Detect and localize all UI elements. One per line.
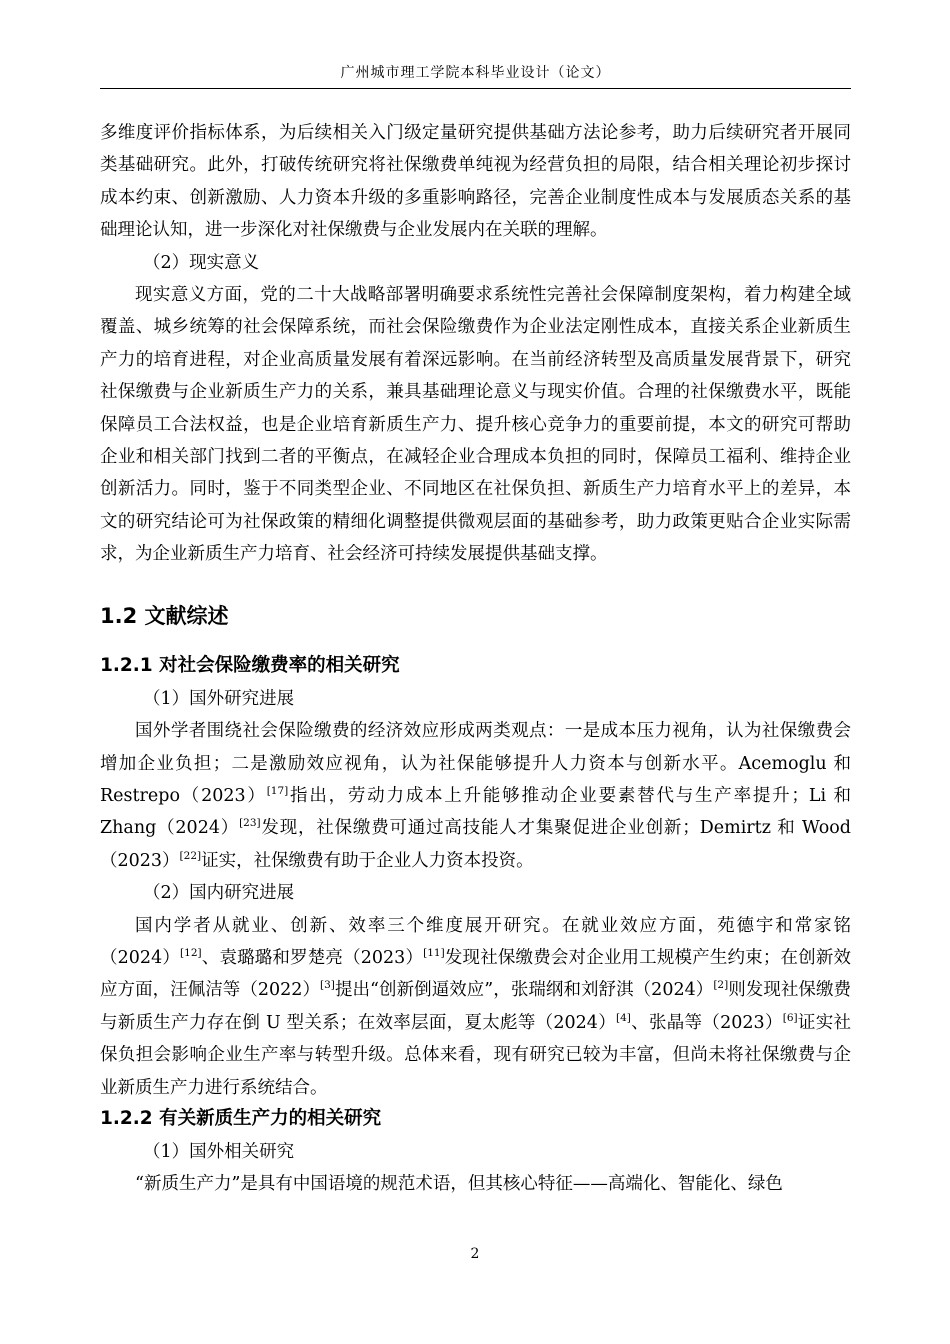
paragraph-theoretical-significance: 多维度评价指标体系，为后续相关入门级定量研究提供基础方法论参考，助力后续研究者开展同类基础研究。此外，打破传统研究将社保缴费单纯视为经营负担的局限，结合相关理论初步探讨成本约束、创新激励、人力资本升级的多重影响路径，完善企业制度性成本与发展质态关系的基础理论认知，进一步深化对社保缴费与企业发展内在关联的理解。 bbox=[100, 123, 851, 241]
text-run: 指出，劳动力成本上升能够推动企业要素替代与生产率提升；Li 和 Zhang（2024） bbox=[100, 785, 851, 839]
citation-ref: [2] bbox=[713, 979, 729, 992]
text-run: 证实，社保缴费有助于企业人力资本投资。 bbox=[201, 850, 534, 871]
text-run: 发现，社保缴费可通过高技能人才集聚促进企业创新；Demirtz 和 Wood（2023） bbox=[100, 818, 851, 871]
subheading-practical-significance: （2）现实意义 bbox=[143, 252, 260, 273]
header-rule bbox=[100, 88, 851, 89]
citation-ref: [12] bbox=[180, 947, 202, 960]
citation-ref: [17] bbox=[266, 785, 289, 798]
subheading-foreign-related-research: （1）国外相关研究 bbox=[143, 1141, 295, 1162]
text-run: 提出“创新倒逼效应”，张瑞纲和刘舒淇（2024） bbox=[334, 980, 714, 1001]
text-run: 发现社保缴费会对企业用工规模产生约束；在创新效应方面，汪佩洁等（2022） bbox=[100, 947, 852, 1001]
citation-ref: [22] bbox=[179, 849, 202, 862]
page-number: 2 bbox=[470, 1246, 480, 1262]
paragraph-domestic-research bbox=[100, 910, 851, 1104]
subsection-heading-1-2-2: 1.2.2 有关新质生产力的相关研究 bbox=[100, 1107, 382, 1129]
paragraph-new-quality-productivity: “新质生产力”是具有中国语境的规范术语，但其核心特征——高端化、智能化、绿色 bbox=[135, 1174, 783, 1195]
subheading-foreign-research: （1）国外研究进展 bbox=[143, 688, 295, 709]
citation-ref: [4] bbox=[616, 1011, 631, 1024]
subheading-domestic-research: （2）国内研究进展 bbox=[143, 883, 295, 904]
citation-ref: [11] bbox=[423, 947, 445, 960]
text-run: 则发现社保缴费与新质生产力存在倒 U 型关系；在效率层面，夏太彪等（2024） bbox=[100, 980, 851, 1033]
text-run: 证实社保负担会影响企业生产率与转型升级。总体来看，现有研究已较为丰富，但尚未将社保缴费与企业新质生产力进行系统结合。 bbox=[100, 1012, 851, 1098]
paragraph-practical-significance: 现实意义方面，党的二十大战略部署明确要求系统性完善社会保障制度架构，着力构建全域覆盖、城乡统筹的社会保障系统，而社会保险缴费作为企业法定刚性成本，直接关系企业新质生产力的培育进程，对企业高质量发展有着深远影响。在当前经济转型及高质量发展背景下，研究社保缴费与企业新质生产力的关系，兼具基础理论意义与现实价值。合理的社保缴费水平，既能保障员工合法权益，也是企业培育新质生产力、提升核心竞争力的重要前提，本文的研究可帮助企业和相关部门找到二者的平衡点，在减轻企业合理成本负担的同时，保障员工福利、维持企业创新活力。同时，鉴于不同类型企业、不同地区在社保负担、新质生产力培育水平上的差异，本文的研究结论可为社保政策的精细化调整提供微观层面的基础参考，助力政策更贴合企业实际需求，为企业新质生产力培育、社会经济可持续发展提供基础支撑。 bbox=[100, 285, 851, 565]
citation-ref: [23] bbox=[239, 817, 261, 830]
text-run: 、张晶等（2023） bbox=[630, 1012, 783, 1033]
citation-ref: [6] bbox=[782, 1011, 798, 1024]
running-header: 广州城市理工学院本科毕业设计（论文） bbox=[340, 65, 611, 81]
paragraph-foreign-research bbox=[100, 715, 851, 877]
text-run: 国外学者围绕社会保险缴费的经济效应形成两类观点：一是成本压力视角，认为社保缴费会增加企业负担；二是激励效应视角，认为社保能够提升人力资本与创新水平。Acemoglu 和 Restrepo（2023） bbox=[100, 721, 851, 806]
page-body bbox=[100, 117, 851, 1201]
subsection-heading-1-2-1: 1.2.1 对社会保险缴费率的相关研究 bbox=[100, 654, 400, 676]
text-run: 国内学者从就业、创新、效率三个维度展开研究。在就业效应方面，苑德宇和常家铭（2024） bbox=[100, 915, 851, 968]
section-heading-literature-review: 1.2 文献综述 bbox=[100, 603, 229, 628]
text-run: 、袁璐璐和罗楚亮（2023） bbox=[201, 947, 424, 968]
citation-ref: [3] bbox=[320, 979, 335, 992]
